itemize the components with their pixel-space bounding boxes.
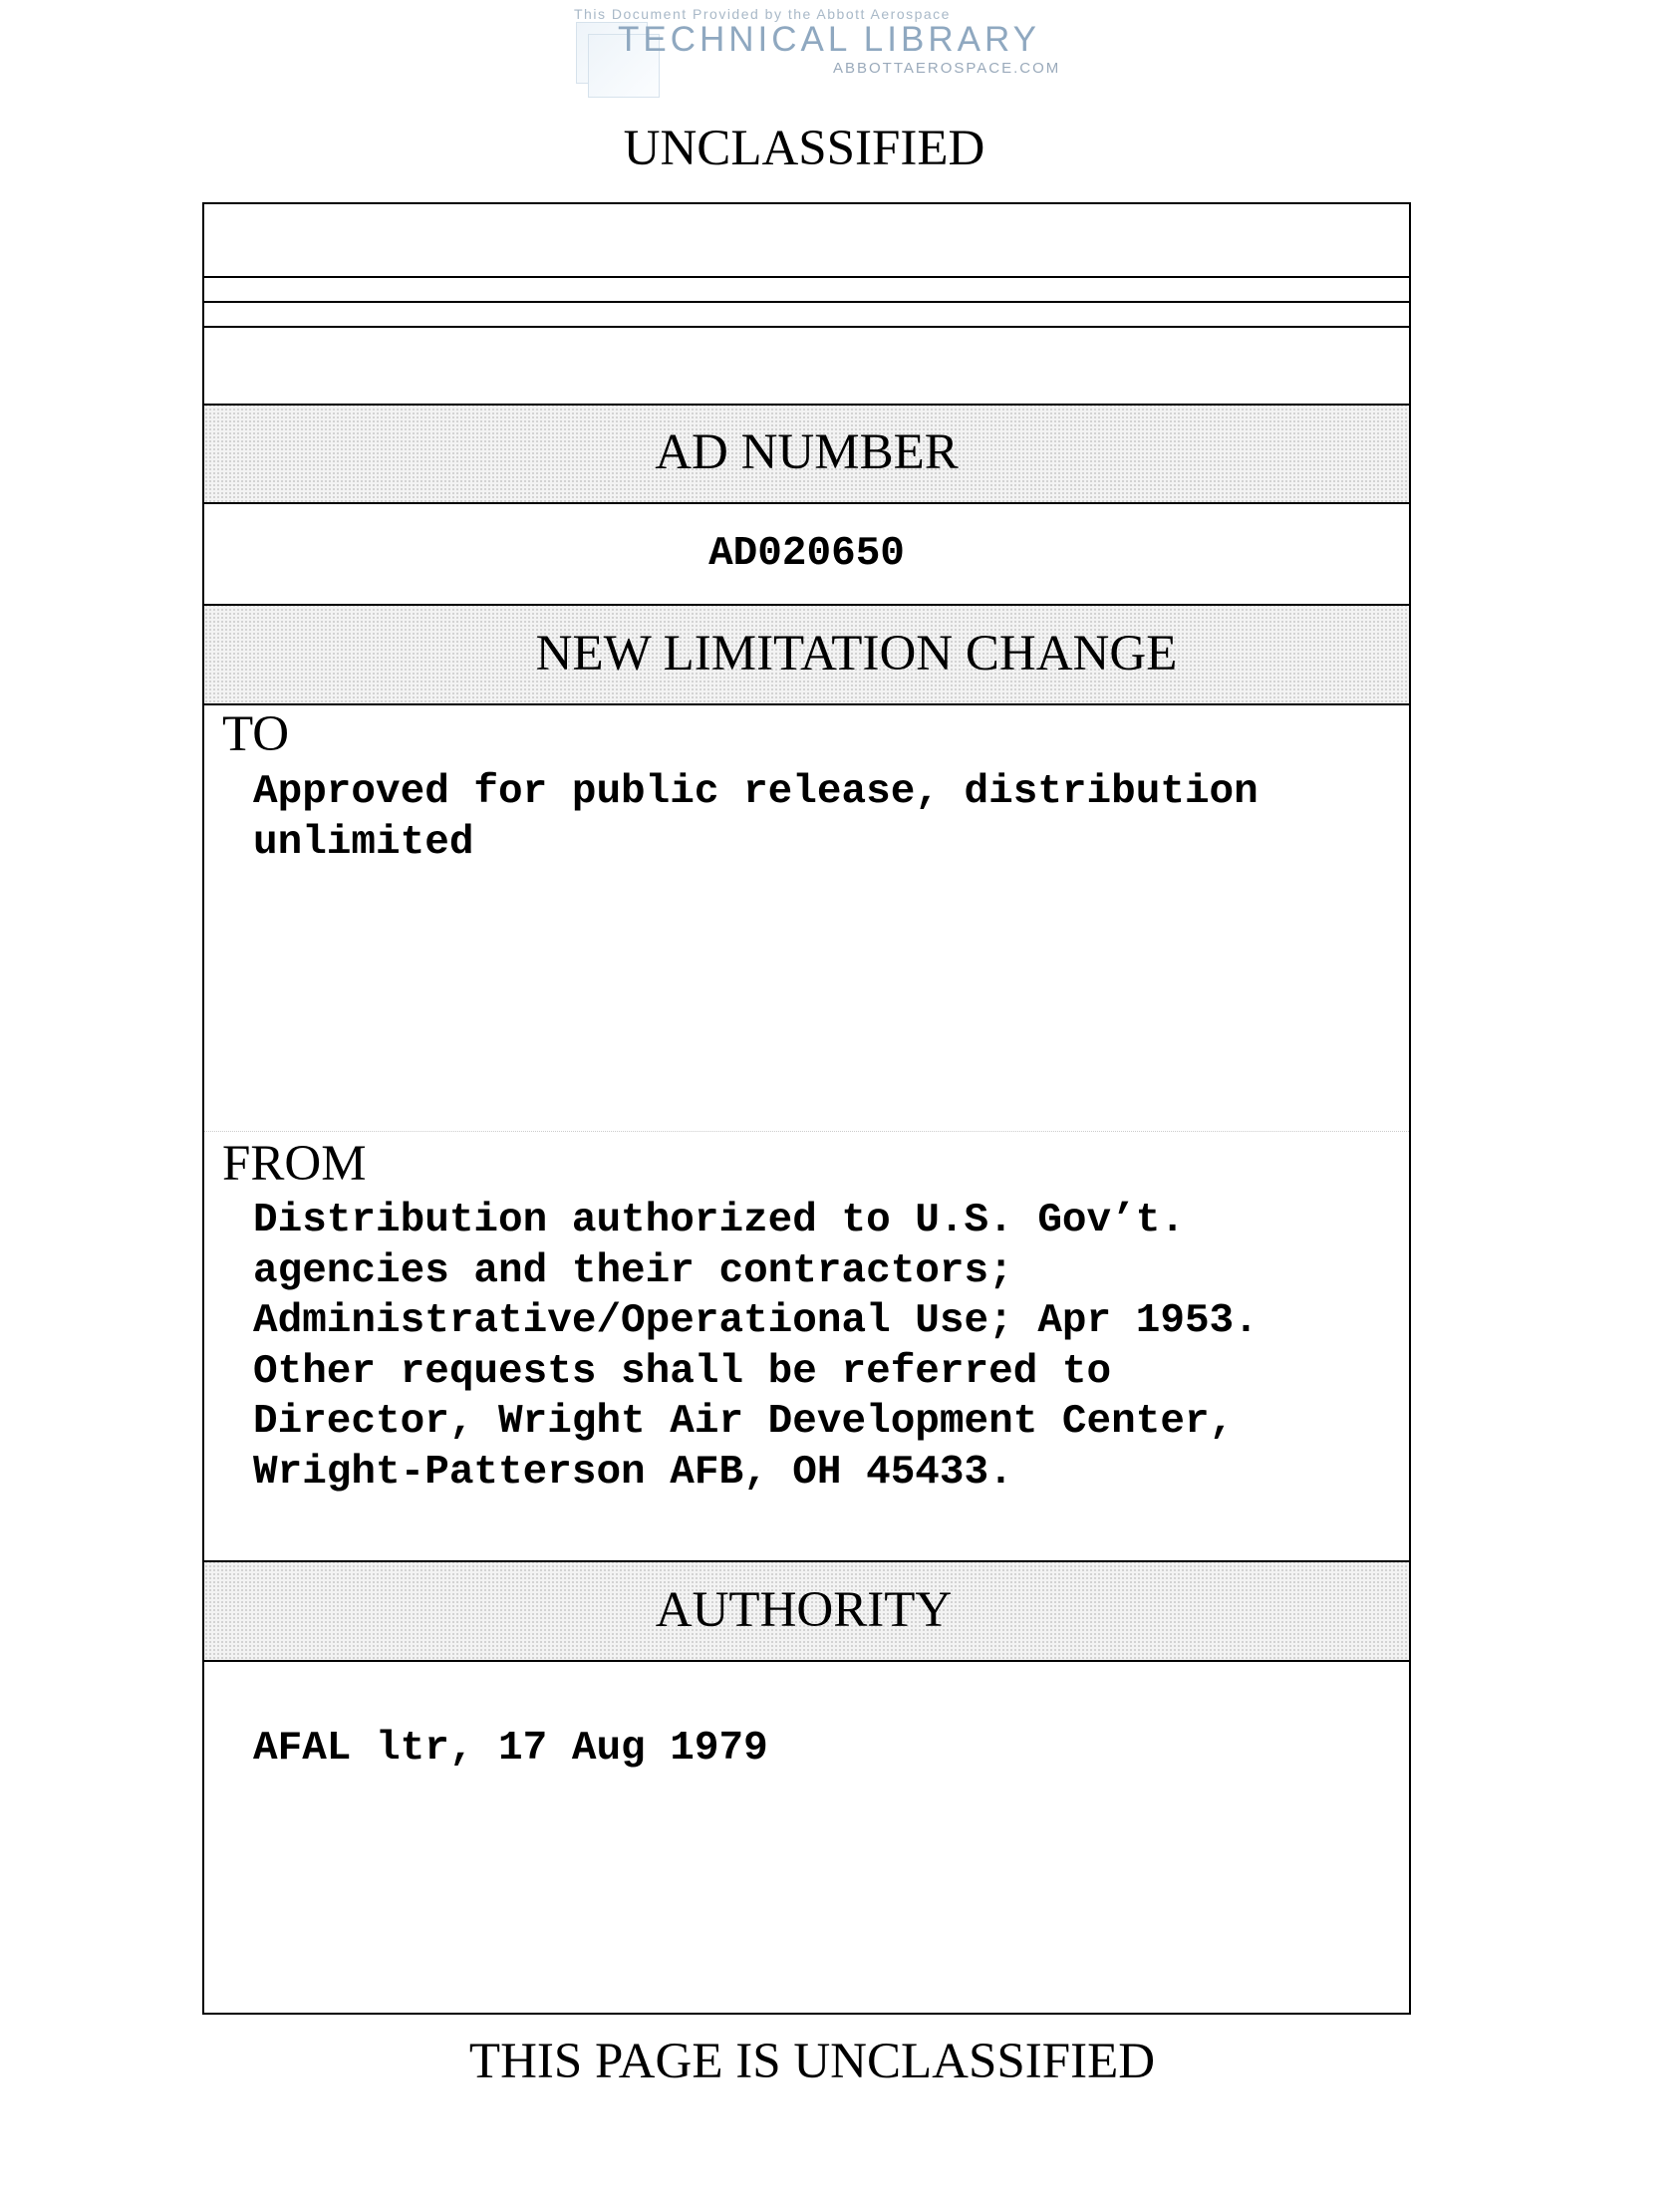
from-line: agencies and their contractors;	[253, 1247, 1013, 1294]
watermark-provided-by: This Document Provided by the Abbott Aerospace	[574, 6, 951, 22]
to-line: Approved for public release, distribution	[253, 769, 1259, 815]
limitation-heading: NEW LIMITATION CHANGE	[535, 626, 1178, 682]
from-line: Administrative/Operational Use; Apr 1953.	[253, 1298, 1259, 1344]
divider	[204, 1560, 1409, 1562]
classification-footer: THIS PAGE IS UNCLASSIFIED	[468, 2034, 1156, 2089]
from-line: Director, Wright Air Development Center,	[253, 1399, 1235, 1445]
abbott-watermark-logo	[558, 0, 1116, 110]
ad-number-value: AD020650	[708, 531, 905, 577]
to-line: unlimited	[253, 819, 474, 866]
from-line: Wright-Patterson AFB, OH 45433.	[253, 1449, 1013, 1496]
from-line: Other requests shall be referred to	[253, 1348, 1112, 1395]
divider	[204, 703, 1409, 705]
ad-number-heading: AD NUMBER	[655, 424, 959, 480]
divider	[204, 404, 1409, 406]
divider	[204, 604, 1409, 606]
to-text	[253, 767, 1259, 868]
from-text	[253, 1196, 1259, 1498]
divider	[204, 502, 1409, 504]
authority-value: AFAL ltr, 17 Aug 1979	[253, 1726, 768, 1772]
divider	[204, 276, 1409, 278]
watermark-title: TECHNICAL LIBRARY	[618, 20, 1040, 59]
to-label: TO	[222, 706, 290, 762]
divider	[204, 326, 1409, 328]
authority-heading: AUTHORITY	[655, 1582, 953, 1638]
watermark-url: ABBOTTAEROSPACE.COM	[833, 60, 1061, 77]
classification-header: UNCLASSIFIED	[623, 121, 985, 176]
from-label: FROM	[222, 1136, 367, 1192]
limitation-form	[202, 202, 1411, 2015]
divider	[204, 1131, 1409, 1132]
divider	[204, 301, 1409, 303]
divider	[204, 1660, 1409, 1662]
from-line: Distribution authorized to U.S. Gov’t.	[253, 1198, 1185, 1243]
